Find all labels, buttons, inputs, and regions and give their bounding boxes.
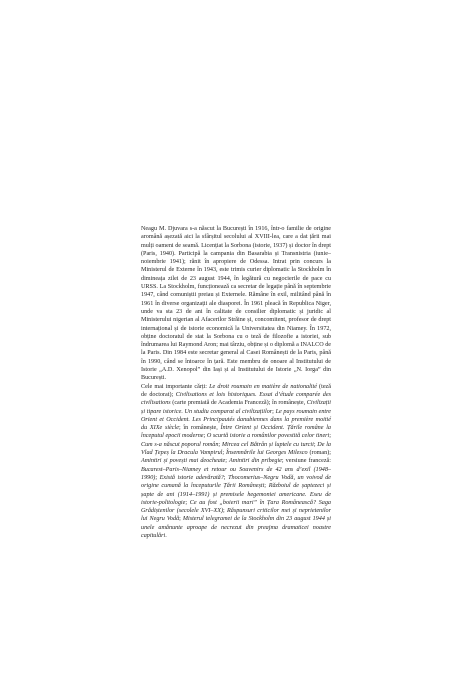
body-text: Neagu M. Djuvara s-a născut la București în 1916, într-o familie de origine aromână așezată aici la sfârșitul secolului al XVIII-lea, care a dat țării mai mulți oameni de seamă. Licențiat la Sorbona (istorie, 1937) și doctor în drept (Paris, 1940). Participă la campania din Basarabia și Transnistria (iunie–noiembrie 1941); rănit în apropiere de Odessa. Intrat prin concurs la Ministerul de Externe în 1943, este trimis curier diplomatic la Stockholm în dimineața zilei de 23 august 1944, în legătură cu negocierile de pace cu URSS. La Stockholm, funcționează ca secretar de legație până în septembrie 1947, când comuniștii preiau și Externele. Rămâne în exil, militând până în 1961 în diverse organizații ale diasporei. În 1961 pleacă în Republica Niger, unde va sta 23 de ani în calitate de consilier diplomatic și juridic al Ministerului nigerian al Afacerilor Străine și, concomitent, profesor de drept internațional și de istorie economică la Universitatea din Niamey. În 1972, obține doctoratul de stat la Sorbona cu o teză de filozofie a istoriei, sub îndrumarea lui Raymond Aron; mai târziu, obține și o diplomă a INALCO de la Paris. Din 1984 este secretar general al Casei Românești de la Paris, până în 1990, când se întoarce în țară. Este membru de onoare al Institutului de Istorie „A.D. Xenopol” din Iași și al Institutului de Istorie „N. Iorga” din București. — [141, 226, 331, 382]
body-text: (teză de doctorat); — [141, 383, 331, 398]
book-title-text: Misterul telegramei de la Stockholm din 23 august 1944 și unele amănunte aproape de necrezut din preajma dramaticei noastre capitulări — [141, 516, 332, 539]
book-title-text: Civilisations et lois historiques. Essai d’étude comparée des civilisations — [141, 391, 331, 407]
author-biography — [141, 225, 331, 540]
body-text: ; — [203, 433, 207, 440]
body-text: (roman); — [307, 450, 331, 457]
body-text: ; — [218, 441, 222, 448]
body-text: ; — [155, 474, 160, 481]
body-text: ; — [329, 433, 331, 440]
book-title-text: Răspunsuri criticilor mei și neprietenilor lui Negru Vodă — [141, 508, 331, 523]
body-text: ; — [264, 483, 269, 490]
body-text: (carte premiată de Academia Franceză); în românește, — [170, 400, 307, 407]
book-title-text: Le pays roumain entre Orient et Occident. Les Principautés danubiennes dans la première moitié du XIXe siècle — [141, 408, 331, 432]
book-title-text: Ce au fost „boierii mari” în Țara Românească? Saga Grădiștenilor (secolele XVI–XX) — [141, 499, 331, 515]
body-text: . — [165, 532, 167, 539]
book-title-text: Însemnările lui Georges Milesco — [225, 450, 308, 457]
bibliography-paragraph — [141, 383, 331, 541]
body-text: Cele mai importante cărți: — [141, 383, 210, 390]
book-title-text: Thocomerius–Negru Vodă, un voivod de origine cumană la începuturile Țării Românești — [141, 474, 332, 490]
body-text: ; — [272, 408, 276, 415]
biography-paragraph — [141, 225, 331, 383]
body-text: ; versiune franceză: — [281, 458, 331, 465]
book-title-text: Amintiri din pribegie — [229, 458, 282, 465]
body-text: ; — [185, 499, 190, 506]
body-text: ; — [225, 458, 230, 465]
book-title-text: Amintiri și povești mai deocheate — [141, 458, 226, 465]
book-title-text: Le droit roumain en matière de nationalité — [209, 383, 317, 390]
book-title-text: Cum s-a născut poporul român — [141, 441, 219, 448]
book-title-text: De la Vlad Țepeș la Dracula Vampirul — [141, 441, 331, 457]
body-text: ; — [179, 516, 183, 523]
book-title-text: Bucarest–Paris–Niamey et retour ou Souvenirs de 42 ans d’exil (1948–1990) — [141, 466, 331, 481]
book-title-text: O scurtă istorie a românilor povestită celor tineri — [206, 433, 330, 440]
body-text: ; — [222, 450, 226, 457]
book-title-text: Civilizații și tipare istorice. Un studiu comparat al civilizațiilor — [141, 400, 331, 415]
book-title-text: Între Orient și Occident. Țările române la începutul epocii moderne — [141, 425, 331, 440]
body-text: ; — [223, 474, 229, 481]
book-title-text: Există istorie adevărată? — [159, 474, 224, 481]
book-title-text: Războiul de șaptezeci și șapte de ani (1914–1991) și premisele hegemoniei americane. Eseu de istorie-politologie — [141, 483, 332, 506]
body-text: ; — [223, 508, 227, 515]
book-title-text: Mircea cel Bătrân și luptele cu turcii — [221, 441, 314, 448]
body-text: ; — [313, 441, 318, 448]
body-text: ; în românește, — [178, 425, 221, 432]
